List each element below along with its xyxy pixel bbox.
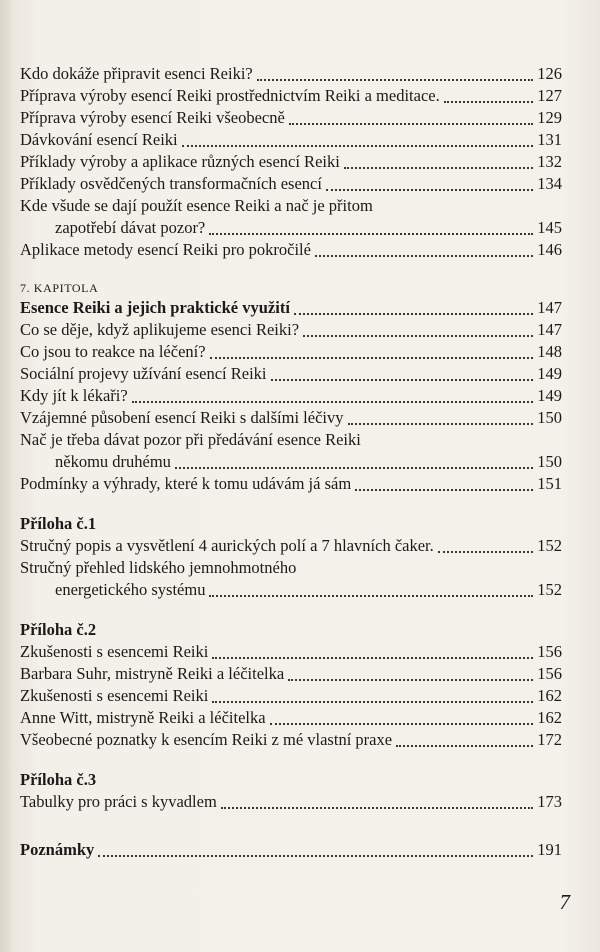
toc-entry xyxy=(20,385,562,407)
toc-entry-title: Stručný popis a vysvětlení 4 aurických polí a 7 hlavních čaker. xyxy=(20,536,434,555)
toc-entry-title: Všeobecné poznatky k esencím Reiki z mé vlastní praxe xyxy=(20,730,393,749)
toc-entry xyxy=(20,129,562,151)
dot-leader xyxy=(438,550,533,553)
dot-leader xyxy=(271,378,534,381)
toc-entry-title: Co se děje, když aplikujeme esenci Reiki? xyxy=(20,320,300,339)
dot-leader xyxy=(175,466,533,469)
toc-entry-page: 150 xyxy=(537,452,562,471)
toc-entry-title: Příprava výroby esencí Reiki prostřednictvím Reiki a meditace. xyxy=(20,86,440,105)
toc-entry-title: Tabulky pro práci s kyvadlem xyxy=(20,792,217,811)
toc-entry-title: Barbara Suhr, mistryně Reiki a léčitelka xyxy=(20,664,285,683)
toc-entry xyxy=(20,729,562,751)
toc-entry-page: 149 xyxy=(537,364,562,383)
toc-entry xyxy=(20,107,562,129)
toc-entry xyxy=(20,341,562,363)
appendix-2-entries xyxy=(20,641,562,751)
dot-leader xyxy=(132,400,534,403)
dot-leader xyxy=(212,656,533,659)
toc-entry-title: Aplikace metody esencí Reiki pro pokročilé xyxy=(20,240,311,259)
toc-entry-page: 152 xyxy=(537,580,562,599)
toc-entry xyxy=(20,641,562,663)
toc-entry-page: 156 xyxy=(537,642,562,661)
appendix-3-heading: Příloha č.3 xyxy=(20,770,97,789)
toc-entry-title: Nač je třeba dávat pozor při předávání esence Reiki xyxy=(20,430,361,449)
toc-entry-page: 162 xyxy=(537,686,562,705)
toc-entry-title: Kdo dokáže připravit esenci Reiki? xyxy=(20,64,253,83)
toc-entry-page: 191 xyxy=(537,840,562,859)
toc-entry-page: 148 xyxy=(537,342,562,361)
dot-leader xyxy=(210,356,534,359)
toc-entry xyxy=(20,429,562,451)
toc-entry-title: někomu druhému xyxy=(55,452,171,471)
toc-entry-title: Kdy jít k lékaři? xyxy=(20,386,128,405)
toc-entry xyxy=(20,707,562,729)
toc-entry-title: Vzájemné působení esencí Reiki s dalšími léčivy xyxy=(20,408,344,427)
toc-entry xyxy=(20,63,562,85)
toc-entry xyxy=(20,685,562,707)
toc-entry-page: 131 xyxy=(537,130,562,149)
toc-entry xyxy=(20,319,562,341)
toc-entry-title: Co jsou to reakce na léčení? xyxy=(20,342,206,361)
toc-entry-title: Kde všude se dají použít esence Reiki a nač je přitom xyxy=(20,196,373,215)
dot-leader xyxy=(288,678,533,681)
chapter-7-entries xyxy=(20,297,562,495)
toc-entry-title: Poznámky xyxy=(20,840,95,859)
toc-entry-title: energetického systému xyxy=(55,580,206,599)
toc-entry-page: 134 xyxy=(537,174,562,193)
dot-leader xyxy=(326,188,533,191)
toc-entry-page: 145 xyxy=(537,218,562,237)
dot-leader xyxy=(182,144,534,147)
toc-entry-title: Stručný přehled lidského jemnohmotného xyxy=(20,558,297,577)
toc-entry-page: 156 xyxy=(537,664,562,683)
toc-entry xyxy=(20,663,562,685)
toc-entry-title: Příklady výroby a aplikace různých esencí Reiki xyxy=(20,152,340,171)
toc-entry-title: Esence Reiki a jejich praktické využití xyxy=(20,298,290,317)
toc-entry-title: Anne Witt, mistryně Reiki a léčitelka xyxy=(20,708,266,727)
toc-block-1 xyxy=(20,63,562,261)
dot-leader xyxy=(257,78,534,81)
chapter-label: 7. KAPITOLA xyxy=(20,281,99,295)
toc-entry-page: 127 xyxy=(537,86,562,105)
toc-entry xyxy=(20,217,562,239)
dot-leader xyxy=(396,744,533,747)
toc-entry xyxy=(20,557,562,579)
dot-leader xyxy=(289,122,533,125)
toc-entry xyxy=(20,451,562,473)
dot-leader xyxy=(221,806,533,809)
toc-entry xyxy=(20,173,562,195)
appendix-3-entries xyxy=(20,791,562,813)
toc-entry-page: 126 xyxy=(537,64,562,83)
toc-entry-page: 150 xyxy=(537,408,562,427)
dot-leader xyxy=(209,594,533,597)
toc-entry xyxy=(20,791,562,813)
toc-entry xyxy=(20,473,562,495)
toc-entry-page: 149 xyxy=(537,386,562,405)
dot-leader xyxy=(444,100,534,103)
toc-entry-page: 129 xyxy=(537,108,562,127)
toc-entry-title: Příklady osvědčených transformačních esencí xyxy=(20,174,322,193)
toc-entry xyxy=(20,407,562,429)
dot-leader xyxy=(212,700,533,703)
dot-leader xyxy=(303,334,533,337)
toc-entry-page: 152 xyxy=(537,536,562,555)
toc-entry xyxy=(20,297,562,319)
toc-entry-page: 172 xyxy=(537,730,562,749)
dot-leader xyxy=(270,722,534,725)
dot-leader xyxy=(315,254,533,257)
toc-entry-title: Zkušenosti s esencemi Reiki xyxy=(20,642,209,661)
toc-entry xyxy=(20,239,562,261)
dot-leader xyxy=(348,422,534,425)
appendix-2-heading: Příloha č.2 xyxy=(20,620,97,639)
toc-entry xyxy=(20,195,562,217)
page-number: 7 xyxy=(559,890,570,914)
toc-entry-page: 132 xyxy=(537,152,562,171)
dot-leader xyxy=(344,166,533,169)
appendix-1-entries xyxy=(20,535,562,601)
toc-entry xyxy=(20,579,562,601)
toc-entry xyxy=(20,535,562,557)
toc-entry-page: 173 xyxy=(537,792,562,811)
toc-entry xyxy=(20,151,562,173)
toc-entry xyxy=(20,363,562,385)
dot-leader xyxy=(209,232,533,235)
dot-leader xyxy=(98,854,533,857)
toc-entry-title: Příprava výroby esencí Reiki všeobecně xyxy=(20,108,285,127)
toc-entry-page: 151 xyxy=(537,474,562,493)
toc-entry-page: 146 xyxy=(537,240,562,259)
toc-entry-title: zapotřebí dávat pozor? xyxy=(55,218,206,237)
toc-entry-page: 162 xyxy=(537,708,562,727)
toc-entry xyxy=(20,85,562,107)
dot-leader xyxy=(294,312,533,315)
toc-entry-title: Podmínky a výhrady, které k tomu udávám já sám xyxy=(20,474,352,493)
toc-entry-title: Sociální projevy užívání esencí Reiki xyxy=(20,364,267,383)
appendix-1-heading: Příloha č.1 xyxy=(20,514,97,533)
toc-entry-title: Zkušenosti s esencemi Reiki xyxy=(20,686,209,705)
table-of-contents xyxy=(20,63,562,861)
toc-entry-page: 147 xyxy=(537,298,562,317)
toc-entry-title: Dávkování esencí Reiki xyxy=(20,130,178,149)
dot-leader xyxy=(355,488,533,491)
toc-entry-notes xyxy=(20,839,562,861)
toc-entry-page: 147 xyxy=(537,320,562,339)
